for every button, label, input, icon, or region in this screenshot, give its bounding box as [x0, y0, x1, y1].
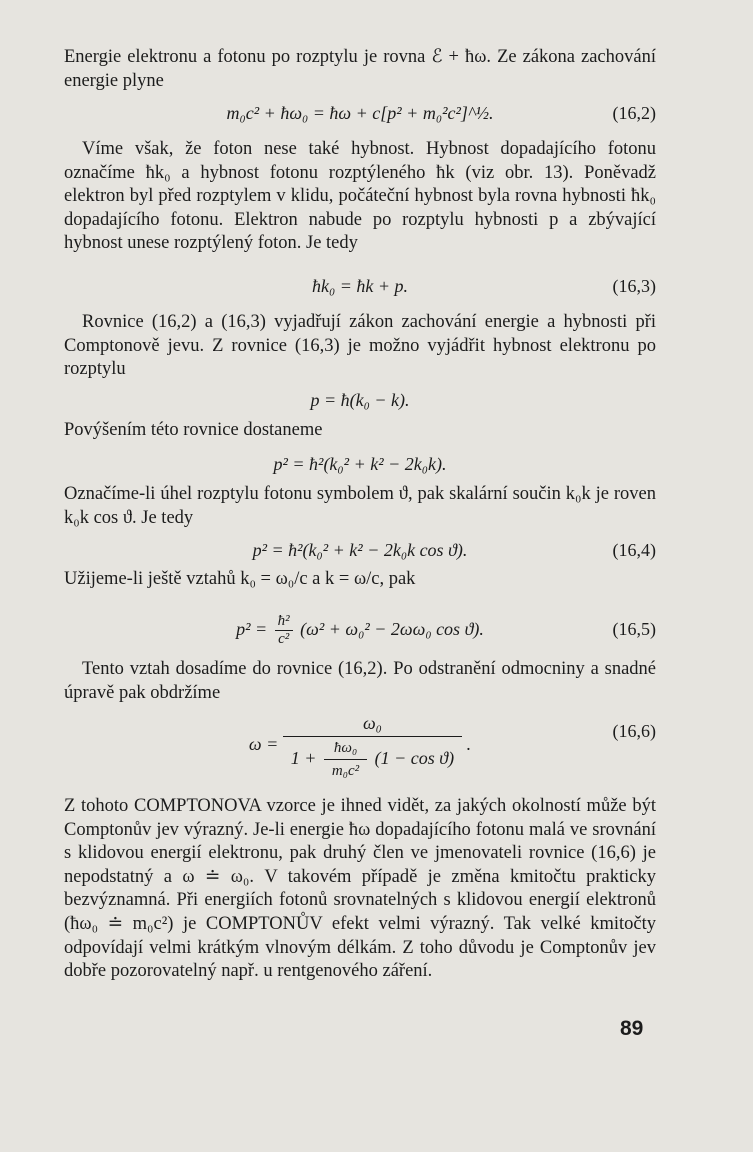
equation-16-3	[64, 273, 656, 299]
paragraph-energy: Energie elektronu a fotonu po rozptylu je rovna ℰ + ħω. Ze zákona zachování energie plyne	[64, 47, 656, 91]
paragraph-relations: Užijeme-li ještě vztahů k₀ = ω₀/c a k = ω/c, pak	[64, 569, 416, 589]
paragraph-substitution: Tento vztah dosadíme do rovnice (16,2). Po odstranění odmocniny a snadné úpravě pak obdržíme	[64, 659, 656, 703]
page-number: 89	[620, 1017, 644, 1040]
equation-16-6-number: (16,6)	[612, 721, 656, 741]
equation-16-6-inner-numerator: ħω₀	[324, 740, 367, 760]
paragraph-conservation: Rovnice (16,2) a (16,3) vyjadřují zákon zachování energie a hybnosti při Comptonově jevu. Z rovnice (16,3) je možno vyjádřit hybnost elektronu po rozptylu	[64, 312, 656, 380]
equation-16-5-rhs: (ω² + ω₀² − 2ωω₀ cos ϑ).	[300, 619, 484, 639]
equation-16-2-body: m₀c² + ħω₀ = ħω + c[p² + m₀²c²]^½.	[226, 103, 494, 123]
equation-16-6-tail: .	[466, 734, 472, 755]
equation-16-6-lhs: ω =	[248, 734, 279, 755]
equation-16-5-number: (16,5)	[612, 619, 656, 639]
equation-16-6-inner-fraction	[324, 740, 367, 780]
equation-16-2-number: (16,2)	[612, 103, 656, 123]
paragraph-momentum: Víme však, že foton nese také hybnost. Hybnost dopadajícího fotonu označíme ħk₀ a hybnost fotonu rozptýleného ħk (viz obr. 13). Poněvadž elektron byl před rozptylem v klidu, počáteční hybnost byla rovna hybnosti ħk₀ dopadajícího fotonu. Elektron nabude po rozptylu hybnosti p a zbývající hybnost unese rozptýlený foton. Je tedy	[64, 139, 656, 254]
equation-16-3-body: ħk₀ = ħk + p.	[311, 276, 409, 296]
equation-p-body: p = ħ(k₀ − k).	[310, 390, 410, 410]
equation-16-4-number: (16,4)	[612, 540, 656, 560]
equation-16-6-inner-denominator: m₀c²	[331, 763, 360, 779]
paragraph-compton-formula: Z tohoto COMPTONOVA vzorce je ihned vidět, za jakých okolností může být Comptonův jev výrazný. Je-li energie ħω dopadajícího fotonu malá ve srovnání s klidovou energií elektronu, pak druhý člen ve jmenovateli rovnice (16,6) je nepodstatný a ω ≐ ω₀. V takovém případě je změna kmitočtu prakticky bezvýznamná. Při energiích fotonů srovnatelných s klidovou energií elektronů (ħω₀ ≐ m₀c²) je COMPTONŮV efekt velmi výrazný. Tak velké kmitočty odpovídají velmi krátkým vlnovým délkám. Z toho důvodu je Comptonův jev dobře pozorovatelný např. u rentgenového záření.	[64, 796, 656, 982]
equation-16-5-fraction	[275, 613, 293, 648]
equation-16-5-fraction-numerator: ħ²	[275, 613, 293, 631]
paragraph-angle: Označíme-li úhel rozptylu fotonu symbolem ϑ, pak skalární součin k₀k je roven k₀k cos ϑ. Je tedy	[64, 484, 656, 528]
equation-16-6-denominator-lead: 1 +	[290, 748, 317, 769]
equation-p	[64, 387, 656, 413]
equation-16-6-fraction	[283, 712, 462, 780]
paragraph-squaring: Povýšením této rovnice dostaneme	[64, 420, 323, 440]
equation-16-5-lhs: p² =	[236, 619, 268, 639]
equation-16-6-denominator-tail: (1 − cos ϑ)	[374, 748, 455, 769]
equation-16-5	[64, 610, 656, 648]
equation-p-squared-body: p² = ħ²(k₀² + k² − 2k₀k).	[273, 454, 447, 474]
equation-16-2	[64, 100, 656, 126]
equation-16-6-numerator: ω₀	[283, 712, 462, 737]
equation-16-6	[64, 712, 656, 779]
equation-16-4	[64, 537, 656, 563]
equation-16-3-number: (16,3)	[612, 276, 656, 296]
equation-16-5-fraction-denominator: c²	[278, 631, 290, 648]
equation-16-4-body: p² = ħ²(k₀² + k² − 2k₀k cos ϑ).	[252, 540, 468, 560]
equation-p-squared	[64, 451, 656, 477]
